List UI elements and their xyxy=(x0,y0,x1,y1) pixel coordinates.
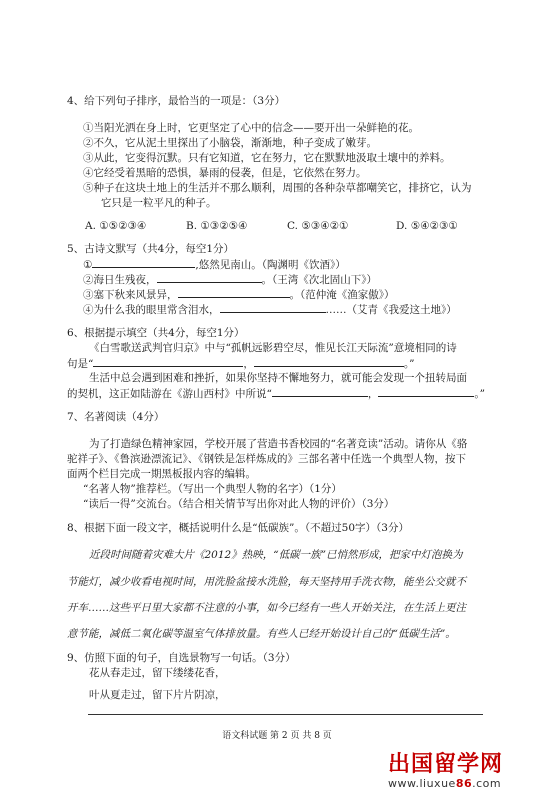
answer-blank[interactable] xyxy=(92,257,195,268)
q4-sentence-4: ④它经受着黑暗的恐惧，暴雨的侵袭，但是，它依然在努力。 xyxy=(83,167,367,179)
q7-item-1: “名著人物”推荐栏。（写出一个典型人物的名字）（1分） xyxy=(83,483,342,495)
q6-para-1: 《白雪歌送武判官归京》中与“孤帆远影碧空尽，惟见长江天际流”意境相同的诗 xyxy=(89,342,457,354)
q9-answer-line[interactable] xyxy=(88,714,483,715)
q4-sentence-5a: ⑤种子在这块土地上的生活并不那么顺利，周围的各种杂草都嘲笑它，排挤它，认为 xyxy=(83,182,472,194)
q5-title: 5、古诗文默写（共4分，每空1分） xyxy=(67,243,235,255)
q8-para-3: 开车……这些平日里大家都不注意的小事，如今已经有一些人开始关注，在生活上更注 xyxy=(67,602,466,614)
q4-option-d: D. ⑤④②③① xyxy=(396,220,458,232)
q5-line-1: ① ,悠然见南山。（陶渊明《饮酒》） xyxy=(83,259,346,271)
watermark-url: www.liuxue86.com xyxy=(388,777,502,790)
page-footer: 语文科试题 第 2 页 共 8 页 xyxy=(222,731,332,741)
q7-para-3: 面两个栏目完成一期黑板报内容的编辑。 xyxy=(67,468,256,480)
answer-blank[interactable] xyxy=(93,356,243,367)
answer-blank[interactable] xyxy=(254,356,404,367)
q8-para-1: 近段时间随着灾难大片《2012》热映，“低碳一族”已悄然形成，把家中灯泡换为 xyxy=(89,549,463,561)
answer-blank[interactable] xyxy=(272,386,368,397)
q6-para-2-blanks: 的契机，这正如陆游在《游山西村》中所说“ ， 。” xyxy=(67,388,485,400)
answer-blank[interactable] xyxy=(178,287,290,298)
q8-para-4: 意节能，减低二氧化碳等温室气体排放量。有些人已经开始设计自己的“低碳生活”。 xyxy=(67,628,456,640)
answer-blank[interactable] xyxy=(378,386,474,397)
q8-title: 8、根据下面一段文字，概括说明什么是“低碳族”。（不超过50字）（3分） xyxy=(67,522,409,534)
q7-para-1: 为了打造绿色精神家园，学校开展了营造书香校园的“名著竞读”活动。请你从《骆 xyxy=(89,438,468,450)
q5-line-3: ③塞下秋来风景异， 。（范仲淹《渔家傲》） xyxy=(83,289,395,301)
q4-option-b: B. ①③②⑤④ xyxy=(186,220,248,232)
q4-sentence-3: ③从此，它变得沉默。只有它知道，它在努力，它在默默地汲取土壤中的养料。 xyxy=(83,152,451,164)
q4-title: 4、给下列句子排序，最恰当的一项是：（3分） xyxy=(67,95,286,107)
q9-title: 9、仿照下面的句子，自选景物写一句话。（3分） xyxy=(67,652,296,664)
q4-option-a: A. ①⑤②③④ xyxy=(85,220,147,232)
answer-blank[interactable] xyxy=(220,302,326,313)
q6-para-2: 生活中总会遇到困难和挫折，如果你坚持不懈地努力，就可能会发现一个扭转局面 xyxy=(89,372,467,384)
q8-para-2: 节能灯，减少收看电视时间，用洗脸盆接水洗脸，每天坚持用手洗衣物，能坐公交就不 xyxy=(67,576,466,588)
q4-option-c: C. ⑤③④②① xyxy=(287,220,349,232)
q5-line-4: ④为什么我的眼里常含泪水， ……（艾青《我爱这土地》） xyxy=(83,304,457,316)
q4-sentence-1: ①当阳光洒在身上时，它更坚定了心中的信念——要开出一朵鲜艳的花。 xyxy=(83,122,419,134)
q9-example-2: 叶从夏走过，留下片片阴凉， xyxy=(89,689,226,701)
watermark-name: 出国留学网 xyxy=(388,752,504,777)
watermark-logo xyxy=(388,748,504,790)
q7-item-2: “读后一得”交流台。（结合相关情节写出你对此人物的评价）（3分） xyxy=(83,498,395,510)
q5-line-2: ②海日生残夜， 。（王湾《次北固山下》） xyxy=(83,274,377,286)
q7-title: 7、名著阅读（4分） xyxy=(67,411,165,423)
q6-para-1-blanks: 句是“ ， 。” xyxy=(67,358,415,370)
q4-sentence-2: ②不久，它从泥土里探出了小脑袋，渐渐地，种子变成了嫩芽。 xyxy=(83,137,377,149)
q6-title: 6、根据提示填空（共4分，每空1分） xyxy=(67,327,245,339)
q7-para-2: 驼祥子》、《鲁滨逊漂流记》、《钢铁是怎样炼成的》三部名著中任选一个典型人物，按下 xyxy=(67,453,466,465)
answer-blank[interactable] xyxy=(157,272,262,283)
q4-sentence-5b: 它只是一粒平凡的种子。 xyxy=(101,197,217,209)
q9-example-1: 花从春走过，留下缕缕花香， xyxy=(89,667,226,679)
